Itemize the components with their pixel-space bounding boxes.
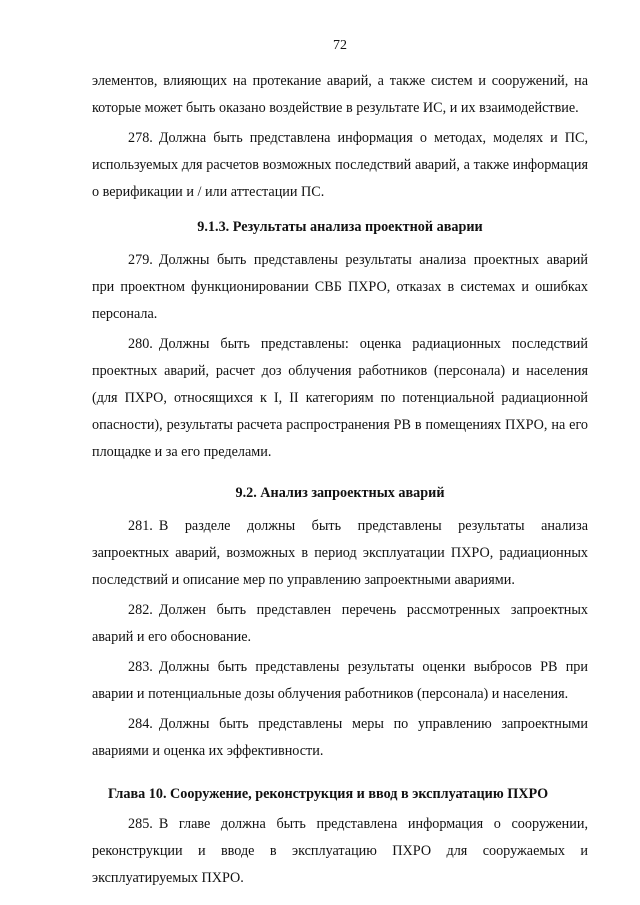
paragraph-282 <box>92 597 588 651</box>
paragraph-number: 281. <box>128 518 153 534</box>
section-heading-9-1-3: 9.1.3. Результаты анализа проектной аварии <box>197 219 483 235</box>
paragraph-text: Должны быть представлены меры по управлению запроектными авариями и оценка их эффективности. <box>92 716 588 759</box>
paragraph-continuation <box>92 68 588 122</box>
paragraph-text: В разделе должны быть представлены результаты анализа запроектных аварий, возможных в период эксплуатации ПХРО, радиационных последствий и описание мер по управлению запроектными авариями. <box>92 518 588 588</box>
paragraph-278 <box>92 125 588 206</box>
paragraph-number: 278. <box>128 130 153 146</box>
paragraph-285 <box>92 811 588 892</box>
paragraph-text: Должна быть представлена информация о методах, моделях и ПС, используемых для расчетов возможных последствий аварий, а также информация о верификации и / или аттестации ПС. <box>92 130 588 200</box>
paragraph-text: элементов, влияющих на протекание аварий, а также систем и сооружений, на которые может быть оказано воздействие в результате ИС, и их взаимодействие. <box>92 73 588 116</box>
paragraph-number: 279. <box>128 252 153 268</box>
paragraph-280 <box>92 331 588 466</box>
paragraph-text: Должны быть представлены результаты оценки выбросов РВ при аварии и потенциальные дозы облучения работников (персонала) и населения. <box>92 659 588 702</box>
paragraph-text: Должны быть представлены результаты анализа проектных аварий при проектном функционировании СВБ ПХРО, отказах в системах и ошибках персонала. <box>92 252 588 322</box>
paragraph-number: 282. <box>128 602 153 618</box>
paragraph-text: В главе должна быть представлена информация о сооружении, реконструкции и вводе в эксплуатацию ПХРО для сооружаемых и эксплуатируемых ПХРО. <box>92 816 588 886</box>
paragraph-number: 280. <box>128 336 153 352</box>
paragraph-number: 283. <box>128 659 153 675</box>
paragraph-281 <box>92 513 588 594</box>
paragraph-number: 285. <box>128 816 153 832</box>
section-heading-9-2: 9.2. Анализ запроектных аварий <box>235 485 445 501</box>
page-number: 72 <box>333 38 347 53</box>
chapter-heading-10: Глава 10. Сооружение, реконструкция и ввод в эксплуатацию ПХРО <box>108 786 549 802</box>
paragraph-number: 284. <box>128 716 153 732</box>
paragraph-283 <box>92 654 588 708</box>
paragraph-279 <box>92 247 588 328</box>
paragraph-text: Должны быть представлены: оценка радиационных последствий проектных аварий, расчет доз облучения работников (персонала) и населения (для ПХРО, относящихся к I, II категориям по потенциальной радиационной опасности), результаты расчета распространения РВ в помещениях ПХРО, на его площадке и за его пределами. <box>92 336 588 460</box>
paragraph-284 <box>92 711 588 765</box>
paragraph-text: Должен быть представлен перечень рассмотренных запроектных аварий и его обоснование. <box>92 602 588 645</box>
